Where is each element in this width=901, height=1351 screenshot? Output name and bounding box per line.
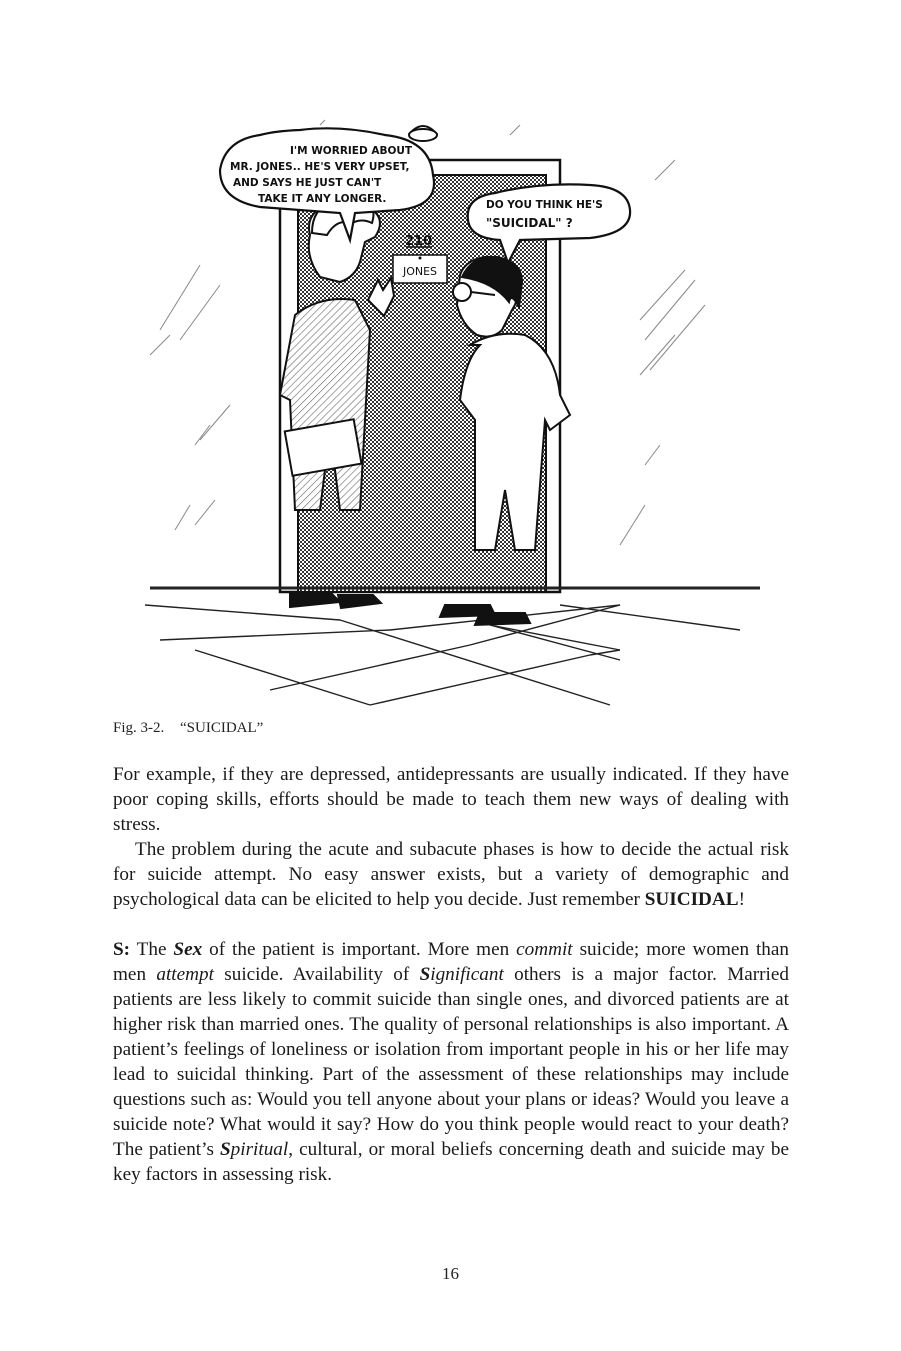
text-run: of the patient is important. More men	[202, 939, 517, 960]
room-number: 210	[405, 234, 433, 249]
figure-number: Fig. 3-2.	[113, 720, 165, 736]
text-run: , cultural, or moral beliefs concerning death and suicide may be key factors in assessing risk.	[113, 1139, 789, 1185]
paragraph-s-sex	[113, 937, 789, 1187]
text-run: others is a major factor. Married patients are less likely to commit suicide than single ones, and divorced patients are at higher risk than married ones. The quality of personal relationships is also important. A patient’s feelings of loneliness or isolation from important people in his or her life may lead to suicidal thinking. Part of the assessment of these relationships may include questions such as: Would you tell anyone about your plans or ideas? Would you leave a suicide note? What would it say? How do you think people would react to your death? The patient’s	[113, 964, 789, 1160]
paragraph-treatment: For example, if they are depressed, antidepressants are usually indicated. If they have poor coping skills, efforts should be made to teach them new ways of dealing with stress.	[113, 764, 789, 835]
bubble-left-line-1: I'M WORRIED ABOUT	[290, 145, 413, 157]
keyword-spiritual-rest: piritual	[230, 1139, 289, 1160]
page-number: 16	[442, 1264, 459, 1283]
bubble-right-line-2: "SUICIDAL" ?	[486, 216, 573, 230]
bubble-right-line-1: DO YOU THINK HE'S	[486, 199, 603, 211]
keyword-sex: Sex	[173, 939, 203, 960]
door-sign-text: JONES	[402, 265, 438, 278]
figure-cartoon	[140, 105, 780, 710]
paragraph-problem	[113, 837, 789, 912]
figure-caption	[113, 720, 263, 737]
keyword-spiritual-initial: S	[219, 1139, 231, 1160]
keyword-significant-rest: ignificant	[430, 964, 504, 985]
door-light-icon	[409, 126, 437, 141]
bubble-left-line-4: TAKE IT ANY LONGER.	[258, 193, 387, 205]
mnemonic-letter-s: S:	[113, 939, 131, 960]
text-run: The	[130, 939, 174, 960]
paragraph-problem-text: The problem during the acute and subacute phases is how to decide the actual risk for suicide attempt. No easy answer exists, but a variety of demographic and psychological data can be elicited to help you decide. Just remember	[113, 839, 789, 910]
keyword-significant-initial: S	[419, 964, 431, 985]
cartoon-illustration	[140, 105, 780, 710]
bubble-left-line-2: MR. JONES.. HE'S VERY UPSET,	[230, 161, 410, 173]
emphasis-commit: commit	[516, 939, 573, 960]
emphasis-attempt: attempt	[156, 964, 214, 985]
text-run: suicide; more women than men	[113, 939, 790, 985]
paragraph-problem-end: !	[738, 889, 745, 910]
suicidal-mnemonic: SUICIDAL	[644, 889, 739, 910]
figure-title: “SUICIDAL”	[180, 720, 264, 736]
text-run: suicide. Availability of	[213, 964, 420, 985]
bubble-left-line-3: AND SAYS HE JUST CAN'T	[233, 177, 382, 189]
